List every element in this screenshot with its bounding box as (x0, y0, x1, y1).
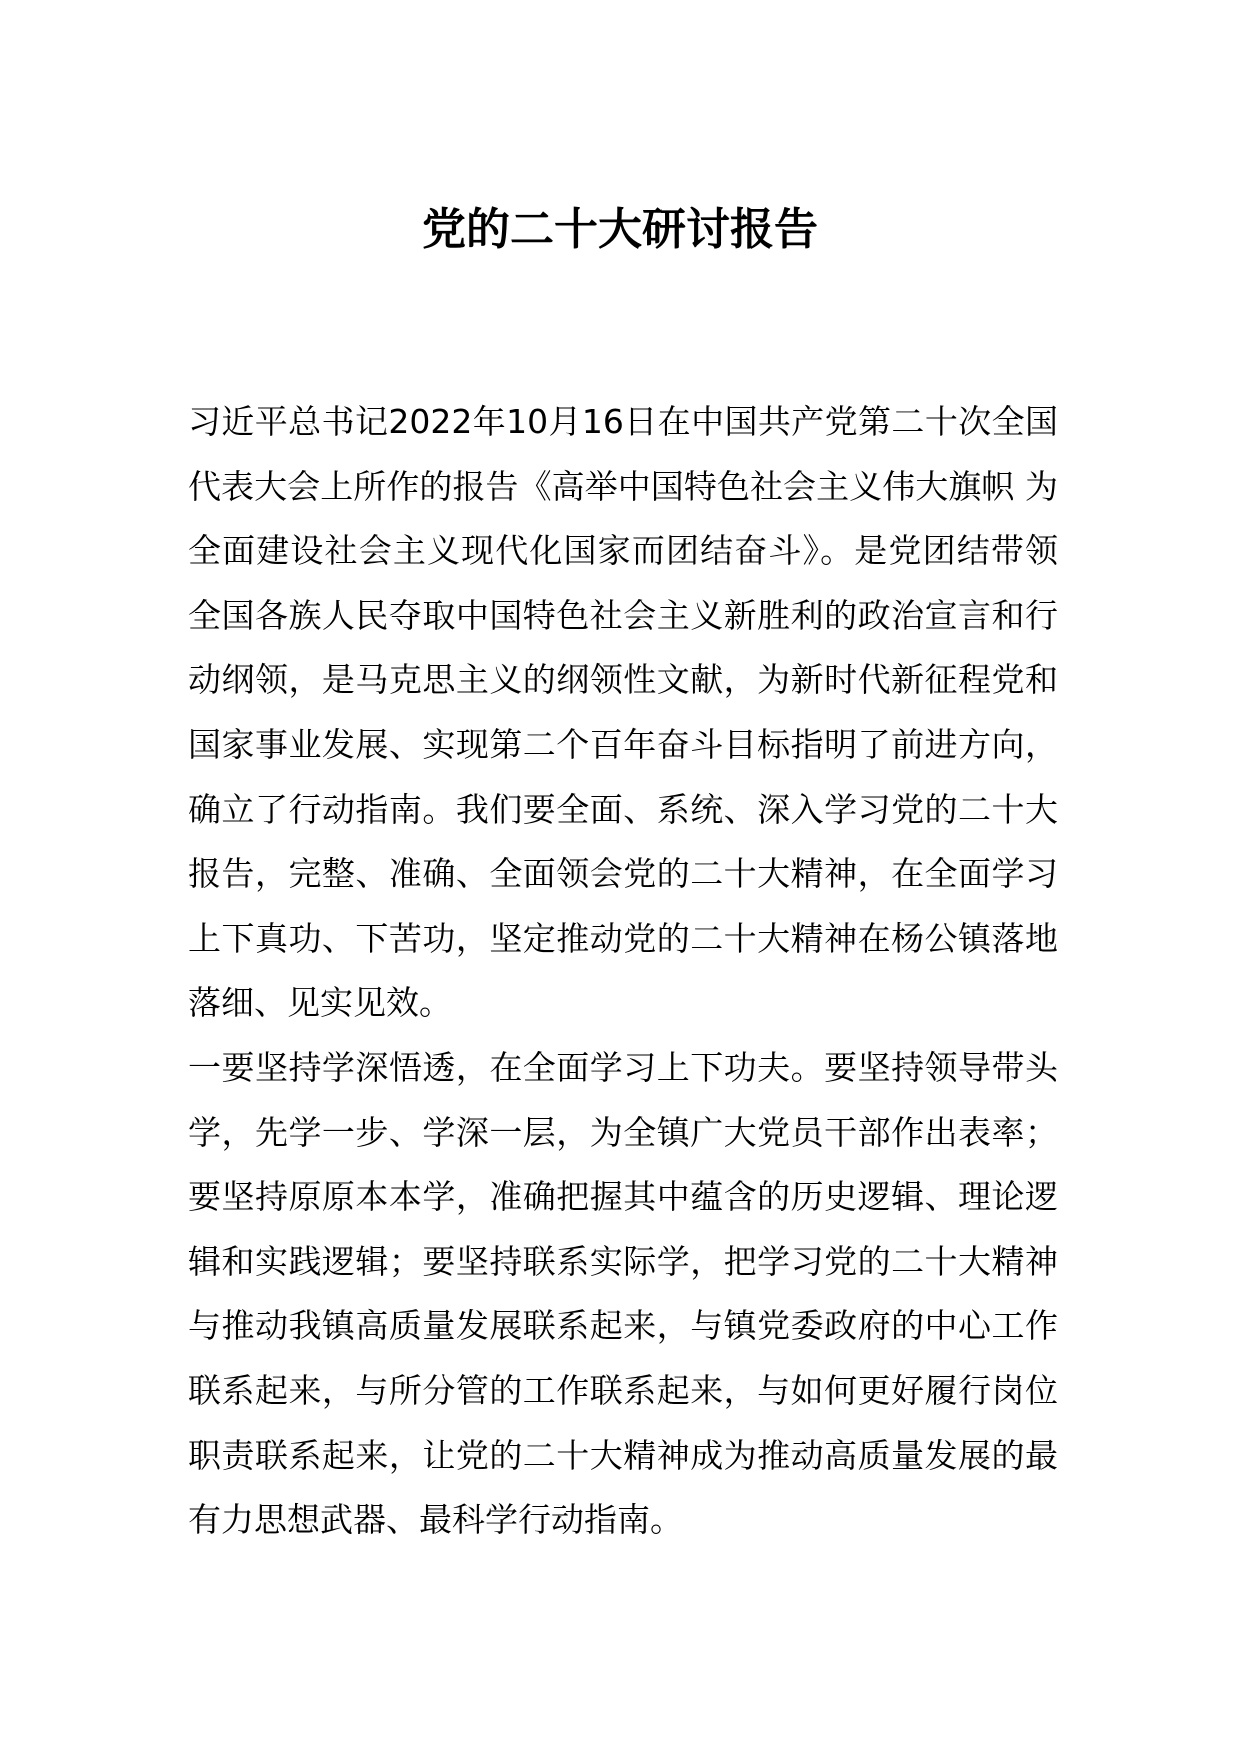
document-title: 党的二十大研讨报告 (422, 204, 818, 255)
document-body (188, 390, 1058, 1553)
paragraph-point-one: 一要坚持学深悟透，在全面学习上下功夫。要坚持领导带头学，先学一步、学深一层，为全镇广大党员干部作出表率；要坚持原原本本学，准确把握其中蕴含的历史逻辑、理论逻辑和实践逻辑；要坚持联系实际学，把学习党的二十大精神与推动我镇高质量发展联系起来，与镇党委政府的中心工作联系起来，与所分管的工作联系起来，与如何更好履行岗位职责联系起来，让党的二十大精神成为推动高质量发展的最有力思想武器、最科学行动指南。 (188, 1047, 1058, 1540)
paragraph-intro: 习近平总书记2022年10月16日在中国共产党第二十次全国代表大会上所作的报告《高举中国特色社会主义伟大旗帜 为全面建设社会主义现代化国家而团结奋斗》。是党团结带领全国各族人民夺取中国特色社会主义新胜利的政治宣言和行动纲领，是马克思主义的纲领性文献，为新时代新征程党和国家事业发展、实现第二个百年奋斗目标指明了前进方向，确立了行动指南。我们要全面、系统、深入学习党的二十大报告，完整、准确、全面领会党的二十大精神，在全面学习上下真功、下苦功，坚定推动党的二十大精神在杨公镇落地落细、见实见效。 (188, 402, 1058, 1023)
